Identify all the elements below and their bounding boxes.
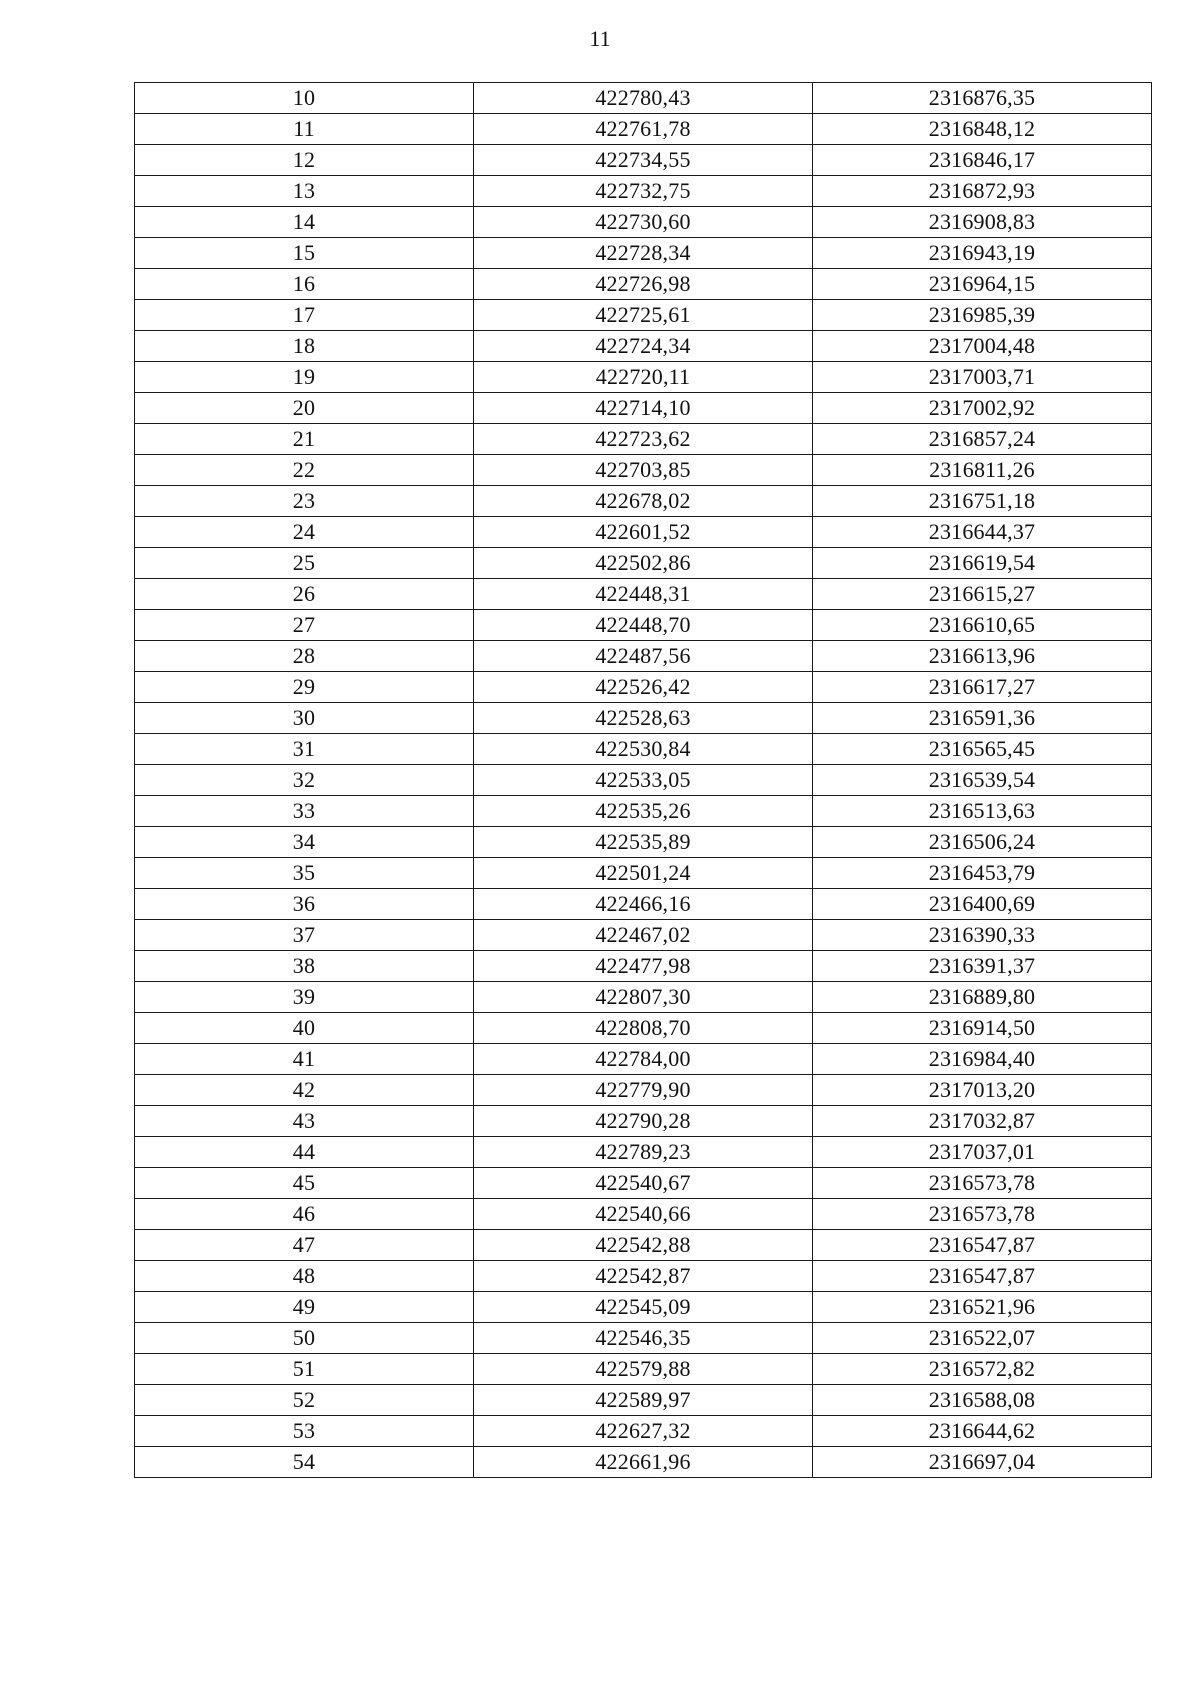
- x-coordinate-cell: 422546,35: [474, 1323, 813, 1354]
- x-coordinate-cell: 422530,84: [474, 734, 813, 765]
- point-number-cell: 13: [135, 176, 474, 207]
- point-number-cell: 26: [135, 579, 474, 610]
- x-coordinate-cell: 422477,98: [474, 951, 813, 982]
- table-row: [135, 765, 1152, 796]
- y-coordinate-cell: 2316848,12: [813, 114, 1152, 145]
- table-row: [135, 486, 1152, 517]
- table-row: [135, 796, 1152, 827]
- table-row: [135, 455, 1152, 486]
- table-row: [135, 579, 1152, 610]
- table-row: [135, 393, 1152, 424]
- table-row: [135, 300, 1152, 331]
- table-row: [135, 1137, 1152, 1168]
- point-number-cell: 39: [135, 982, 474, 1013]
- x-coordinate-cell: 422725,61: [474, 300, 813, 331]
- point-number-cell: 32: [135, 765, 474, 796]
- point-number-cell: 10: [135, 83, 474, 114]
- table-row: [135, 145, 1152, 176]
- table-row: [135, 951, 1152, 982]
- table-row: [135, 238, 1152, 269]
- x-coordinate-cell: 422542,88: [474, 1230, 813, 1261]
- point-number-cell: 31: [135, 734, 474, 765]
- table-row: [135, 1416, 1152, 1447]
- x-coordinate-cell: 422790,28: [474, 1106, 813, 1137]
- y-coordinate-cell: 2317032,87: [813, 1106, 1152, 1137]
- point-number-cell: 19: [135, 362, 474, 393]
- y-coordinate-cell: 2316889,80: [813, 982, 1152, 1013]
- coordinates-table-body: [135, 83, 1152, 1478]
- point-number-cell: 51: [135, 1354, 474, 1385]
- x-coordinate-cell: 422808,70: [474, 1013, 813, 1044]
- table-row: [135, 858, 1152, 889]
- point-number-cell: 24: [135, 517, 474, 548]
- x-coordinate-cell: 422734,55: [474, 145, 813, 176]
- y-coordinate-cell: 2316964,15: [813, 269, 1152, 300]
- table-row: [135, 703, 1152, 734]
- table-row: [135, 548, 1152, 579]
- y-coordinate-cell: 2316573,78: [813, 1168, 1152, 1199]
- page-number: 11: [589, 26, 611, 51]
- y-coordinate-cell: 2316391,37: [813, 951, 1152, 982]
- table-row: [135, 1354, 1152, 1385]
- table-row: [135, 734, 1152, 765]
- table-row: [135, 269, 1152, 300]
- point-number-cell: 29: [135, 672, 474, 703]
- table-row: [135, 1199, 1152, 1230]
- y-coordinate-cell: 2317002,92: [813, 393, 1152, 424]
- point-number-cell: 20: [135, 393, 474, 424]
- point-number-cell: 47: [135, 1230, 474, 1261]
- table-row: [135, 424, 1152, 455]
- y-coordinate-cell: 2316613,96: [813, 641, 1152, 672]
- x-coordinate-cell: 422807,30: [474, 982, 813, 1013]
- y-coordinate-cell: 2316453,79: [813, 858, 1152, 889]
- point-number-cell: 35: [135, 858, 474, 889]
- y-coordinate-cell: 2316400,69: [813, 889, 1152, 920]
- y-coordinate-cell: 2316547,87: [813, 1230, 1152, 1261]
- x-coordinate-cell: 422761,78: [474, 114, 813, 145]
- y-coordinate-cell: 2316644,62: [813, 1416, 1152, 1447]
- point-number-cell: 23: [135, 486, 474, 517]
- table-row: [135, 1261, 1152, 1292]
- point-number-cell: 16: [135, 269, 474, 300]
- table-row: [135, 1013, 1152, 1044]
- x-coordinate-cell: 422730,60: [474, 207, 813, 238]
- x-coordinate-cell: 422528,63: [474, 703, 813, 734]
- point-number-cell: 44: [135, 1137, 474, 1168]
- point-number-cell: 28: [135, 641, 474, 672]
- y-coordinate-cell: 2316610,65: [813, 610, 1152, 641]
- point-number-cell: 45: [135, 1168, 474, 1199]
- point-number-cell: 36: [135, 889, 474, 920]
- y-coordinate-cell: 2316846,17: [813, 145, 1152, 176]
- y-coordinate-cell: 2316697,04: [813, 1447, 1152, 1478]
- x-coordinate-cell: 422487,56: [474, 641, 813, 672]
- x-coordinate-cell: 422627,32: [474, 1416, 813, 1447]
- y-coordinate-cell: 2317013,20: [813, 1075, 1152, 1106]
- y-coordinate-cell: 2316591,36: [813, 703, 1152, 734]
- table-row: [135, 114, 1152, 145]
- x-coordinate-cell: 422589,97: [474, 1385, 813, 1416]
- x-coordinate-cell: 422535,89: [474, 827, 813, 858]
- table-row: [135, 1106, 1152, 1137]
- y-coordinate-cell: 2316547,87: [813, 1261, 1152, 1292]
- point-number-cell: 14: [135, 207, 474, 238]
- coordinates-table: [134, 82, 1152, 1478]
- y-coordinate-cell: 2316390,33: [813, 920, 1152, 951]
- point-number-cell: 38: [135, 951, 474, 982]
- x-coordinate-cell: 422540,66: [474, 1199, 813, 1230]
- point-number-cell: 40: [135, 1013, 474, 1044]
- x-coordinate-cell: 422714,10: [474, 393, 813, 424]
- table-row: [135, 362, 1152, 393]
- point-number-cell: 41: [135, 1044, 474, 1075]
- point-number-cell: 37: [135, 920, 474, 951]
- table-row: [135, 889, 1152, 920]
- y-coordinate-cell: 2316615,27: [813, 579, 1152, 610]
- y-coordinate-cell: 2316572,82: [813, 1354, 1152, 1385]
- table-row: [135, 207, 1152, 238]
- point-number-cell: 17: [135, 300, 474, 331]
- point-number-cell: 18: [135, 331, 474, 362]
- table-row: [135, 83, 1152, 114]
- x-coordinate-cell: 422540,67: [474, 1168, 813, 1199]
- x-coordinate-cell: 422780,43: [474, 83, 813, 114]
- point-number-cell: 11: [135, 114, 474, 145]
- point-number-cell: 53: [135, 1416, 474, 1447]
- y-coordinate-cell: 2316811,26: [813, 455, 1152, 486]
- y-coordinate-cell: 2316619,54: [813, 548, 1152, 579]
- point-number-cell: 43: [135, 1106, 474, 1137]
- table-row: [135, 1075, 1152, 1106]
- table-row: [135, 1230, 1152, 1261]
- point-number-cell: 15: [135, 238, 474, 269]
- point-number-cell: 22: [135, 455, 474, 486]
- point-number-cell: 21: [135, 424, 474, 455]
- table-row: [135, 641, 1152, 672]
- x-coordinate-cell: 422728,34: [474, 238, 813, 269]
- x-coordinate-cell: 422726,98: [474, 269, 813, 300]
- table-row: [135, 1323, 1152, 1354]
- x-coordinate-cell: 422501,24: [474, 858, 813, 889]
- point-number-cell: 46: [135, 1199, 474, 1230]
- x-coordinate-cell: 422703,85: [474, 455, 813, 486]
- x-coordinate-cell: 422533,05: [474, 765, 813, 796]
- table-row: [135, 1385, 1152, 1416]
- point-number-cell: 25: [135, 548, 474, 579]
- point-number-cell: 49: [135, 1292, 474, 1323]
- x-coordinate-cell: 422542,87: [474, 1261, 813, 1292]
- x-coordinate-cell: 422545,09: [474, 1292, 813, 1323]
- y-coordinate-cell: 2316857,24: [813, 424, 1152, 455]
- y-coordinate-cell: 2316985,39: [813, 300, 1152, 331]
- y-coordinate-cell: 2316876,35: [813, 83, 1152, 114]
- y-coordinate-cell: 2316617,27: [813, 672, 1152, 703]
- point-number-cell: 33: [135, 796, 474, 827]
- x-coordinate-cell: 422720,11: [474, 362, 813, 393]
- y-coordinate-cell: 2316513,63: [813, 796, 1152, 827]
- y-coordinate-cell: 2316565,45: [813, 734, 1152, 765]
- x-coordinate-cell: 422661,96: [474, 1447, 813, 1478]
- table-row: [135, 331, 1152, 362]
- point-number-cell: 48: [135, 1261, 474, 1292]
- table-row: [135, 610, 1152, 641]
- table-row: [135, 672, 1152, 703]
- y-coordinate-cell: 2316506,24: [813, 827, 1152, 858]
- x-coordinate-cell: 422723,62: [474, 424, 813, 455]
- x-coordinate-cell: 422535,26: [474, 796, 813, 827]
- y-coordinate-cell: 2316872,93: [813, 176, 1152, 207]
- point-number-cell: 30: [135, 703, 474, 734]
- x-coordinate-cell: 422779,90: [474, 1075, 813, 1106]
- point-number-cell: 50: [135, 1323, 474, 1354]
- y-coordinate-cell: 2317037,01: [813, 1137, 1152, 1168]
- point-number-cell: 34: [135, 827, 474, 858]
- table-row: [135, 982, 1152, 1013]
- x-coordinate-cell: 422467,02: [474, 920, 813, 951]
- x-coordinate-cell: 422526,42: [474, 672, 813, 703]
- y-coordinate-cell: 2316588,08: [813, 1385, 1152, 1416]
- x-coordinate-cell: 422579,88: [474, 1354, 813, 1385]
- y-coordinate-cell: 2316644,37: [813, 517, 1152, 548]
- table-row: [135, 1168, 1152, 1199]
- x-coordinate-cell: 422789,23: [474, 1137, 813, 1168]
- point-number-cell: 42: [135, 1075, 474, 1106]
- y-coordinate-cell: 2316521,96: [813, 1292, 1152, 1323]
- y-coordinate-cell: 2317004,48: [813, 331, 1152, 362]
- x-coordinate-cell: 422678,02: [474, 486, 813, 517]
- y-coordinate-cell: 2316943,19: [813, 238, 1152, 269]
- point-number-cell: 52: [135, 1385, 474, 1416]
- x-coordinate-cell: 422448,31: [474, 579, 813, 610]
- y-coordinate-cell: 2317003,71: [813, 362, 1152, 393]
- x-coordinate-cell: 422784,00: [474, 1044, 813, 1075]
- table-row: [135, 1044, 1152, 1075]
- x-coordinate-cell: 422601,52: [474, 517, 813, 548]
- x-coordinate-cell: 422724,34: [474, 331, 813, 362]
- table-row: [135, 1292, 1152, 1323]
- point-number-cell: 27: [135, 610, 474, 641]
- table-row: [135, 1447, 1152, 1478]
- table-row: [135, 176, 1152, 207]
- x-coordinate-cell: 422732,75: [474, 176, 813, 207]
- y-coordinate-cell: 2316751,18: [813, 486, 1152, 517]
- y-coordinate-cell: 2316539,54: [813, 765, 1152, 796]
- point-number-cell: 12: [135, 145, 474, 176]
- x-coordinate-cell: 422502,86: [474, 548, 813, 579]
- y-coordinate-cell: 2316573,78: [813, 1199, 1152, 1230]
- table-row: [135, 920, 1152, 951]
- x-coordinate-cell: 422448,70: [474, 610, 813, 641]
- point-number-cell: 54: [135, 1447, 474, 1478]
- y-coordinate-cell: 2316522,07: [813, 1323, 1152, 1354]
- y-coordinate-cell: 2316908,83: [813, 207, 1152, 238]
- table-row: [135, 827, 1152, 858]
- table-row: [135, 517, 1152, 548]
- y-coordinate-cell: 2316914,50: [813, 1013, 1152, 1044]
- y-coordinate-cell: 2316984,40: [813, 1044, 1152, 1075]
- x-coordinate-cell: 422466,16: [474, 889, 813, 920]
